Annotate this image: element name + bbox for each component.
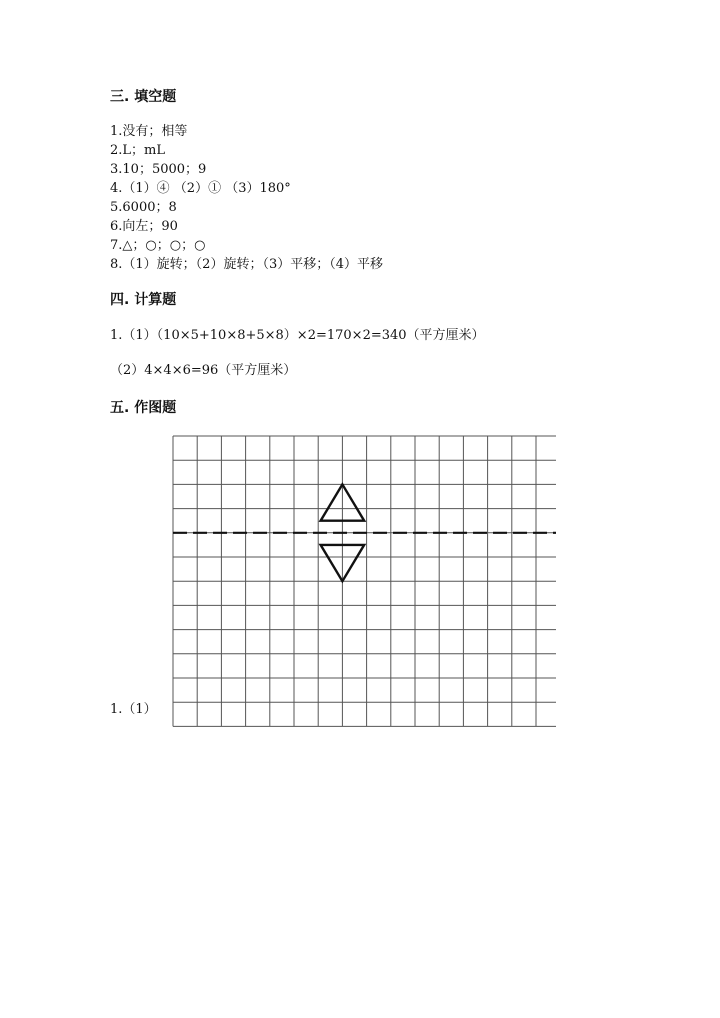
drawing-label: 1.（1） xyxy=(110,702,157,717)
answer-1: 1.没有；相等 xyxy=(110,124,188,139)
section-3-heading: 三. 填空题 xyxy=(110,89,177,105)
answer-8: 8.（1）旋转；（2）旋转；（3）平移；（4）平移 xyxy=(110,257,383,272)
drawing-grid xyxy=(172,435,556,729)
answer-6: 6.向左；90 xyxy=(110,219,178,234)
answer-5: 5.6000；8 xyxy=(110,200,177,215)
answer-3: 3.10；5000；9 xyxy=(110,162,207,177)
section-5-heading: 五. 作图题 xyxy=(110,400,177,416)
answer-2: 2.L；mL xyxy=(110,143,165,158)
calculation-2: （2）4×4×6=96（平方厘米） xyxy=(110,363,297,378)
answer-7: 7.△；○；○；○ xyxy=(110,238,206,253)
calculation-1: 1.（1）（10×5+10×8+5×8）×2=170×2=340（平方厘米） xyxy=(110,328,485,343)
answer-4: 4.（1）④ （2）① （3）180° xyxy=(110,181,291,196)
section-4-heading: 四. 计算题 xyxy=(110,292,177,308)
